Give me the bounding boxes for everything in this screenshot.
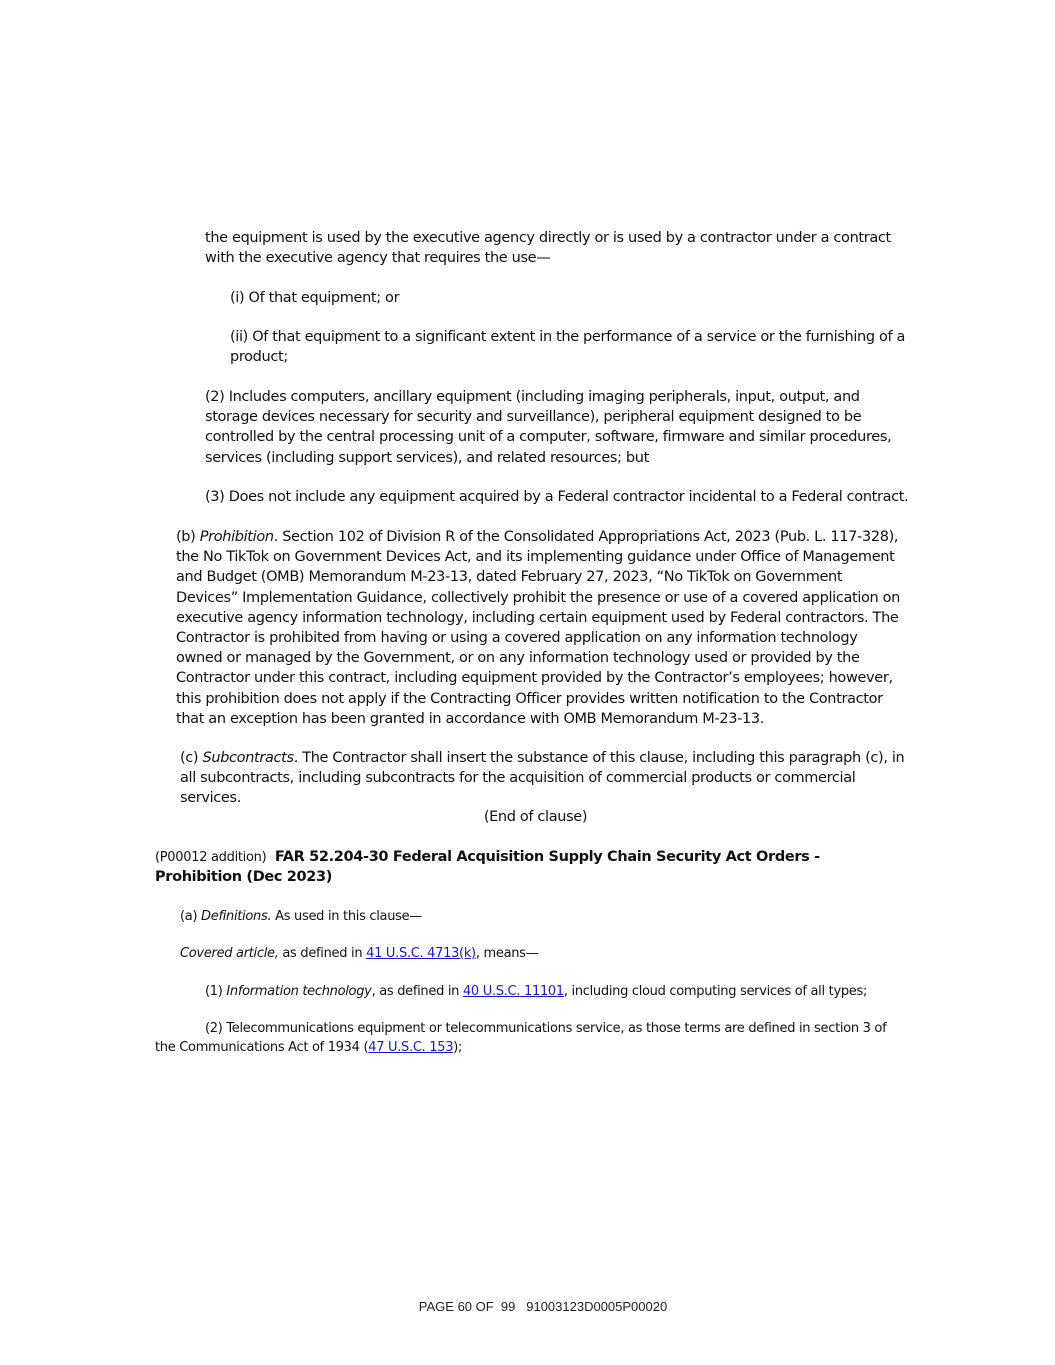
subcontracts-prefix: (c) [180,750,203,766]
definitions-prefix: (a) [180,909,202,924]
definition-item-3: (3) Does not include any equipment acquired by a Federal contractor incidental to a Federal contract. [205,489,909,505]
usc-11101-link[interactable]: 40 U.S.C. 11101 [462,984,564,999]
definition-continuation: the equipment is used by the executive agency directly or is used by a contractor under a contract with the executive agency that requires the use— [205,230,891,267]
subcontracts-body: . The Contractor shall insert the substance of this clause, including this paragraph (c), in all subcontracts, including subcontracts for the acquisition of commercial products or commercial services. [180,750,905,807]
covered-article-mid: as defined in [278,946,367,961]
definitions-paragraph [180,907,900,926]
clause-title: FAR 52.204-30 Federal Acquisition Supply Chain Security Act Orders - Prohibition (Dec 2023) [155,849,820,886]
end-of-clause: (End of clause) [483,809,588,825]
prohibition-heading: Prohibition [199,529,274,545]
usc-153-link[interactable]: 47 U.S.C. 153 [368,1040,454,1055]
subcontracts-paragraph [180,748,910,809]
definition-item-ii: (ii) Of that equipment to a significant extent in the performance of a service or the furnishing of a product; [230,329,906,366]
prohibition-prefix: (b) [176,529,200,545]
it-definition-paragraph [205,982,905,1001]
definition-item-2: (2) Includes computers, ancillary equipment (including imaging peripherals, input, output, and storage devices necessary for security and surveillance), peripheral equipment designed to be controlled by the central processing unit of a computer, software, firmware and similar procedures, services (including support services), and related resources; but [205,389,892,466]
telecom-text: (2) Telecommunications equipment or telecommunications service, as those terms are defined in section 3 of the Communications Act of 1934 ( [155,1021,887,1055]
subcontracts-heading: Subcontracts [202,750,294,766]
page-number: PAGE 60 OF 99 [418,1299,516,1314]
definitions-heading: Definitions. [201,909,272,924]
covered-article-term: Covered article, [180,946,279,961]
contract-number: 91003123D0005P00020 [526,1299,668,1314]
covered-article-end: , means— [475,946,539,961]
telecom-end: ); [453,1040,463,1055]
page-footer [0,1299,1055,1314]
covered-article-paragraph [180,944,900,963]
prohibition-paragraph [176,527,906,729]
clause-heading [155,847,885,887]
it-prefix: (1) [205,984,227,999]
telecom-definition-paragraph [155,1019,895,1057]
prohibition-body: . Section 102 of Division R of the Consolidated Appropriations Act, 2023 (Pub. L. 117-328), the No TikTok on Government Devices Act, and its implementing guidance under Office of Management and Budget (OMB) Memorandum M-23-13, dated February 27, 2023, “No TikTok on Government Devices” Implementation Guidance, collectively prohibit the presence or use of a covered application on executive agency information technology, including certain equipment used by Federal contractors. The Contractor is prohibited from having or using a covered application on any information technology owned or managed by the Government, or on any information technology used or provided by the Contractor under this contract, including equipment provided by the Contractor’s employees; however, this prohibition does not apply if the Contracting Officer provides written notification to the Contractor that an exception has been granted in accordance with OMB Memorandum M-23-13. [176,529,901,727]
definition-item-i: (i) Of that equipment; or [230,290,400,306]
usc-4713k-link[interactable]: 41 U.S.C. 4713(k) [366,946,476,961]
it-end: , including cloud computing services of all types; [563,984,868,999]
it-term: Information technology [226,984,372,999]
it-mid: , as defined in [371,984,463,999]
definitions-body: As used in this clause— [271,909,423,924]
modification-label: (P00012 addition) [155,850,267,865]
